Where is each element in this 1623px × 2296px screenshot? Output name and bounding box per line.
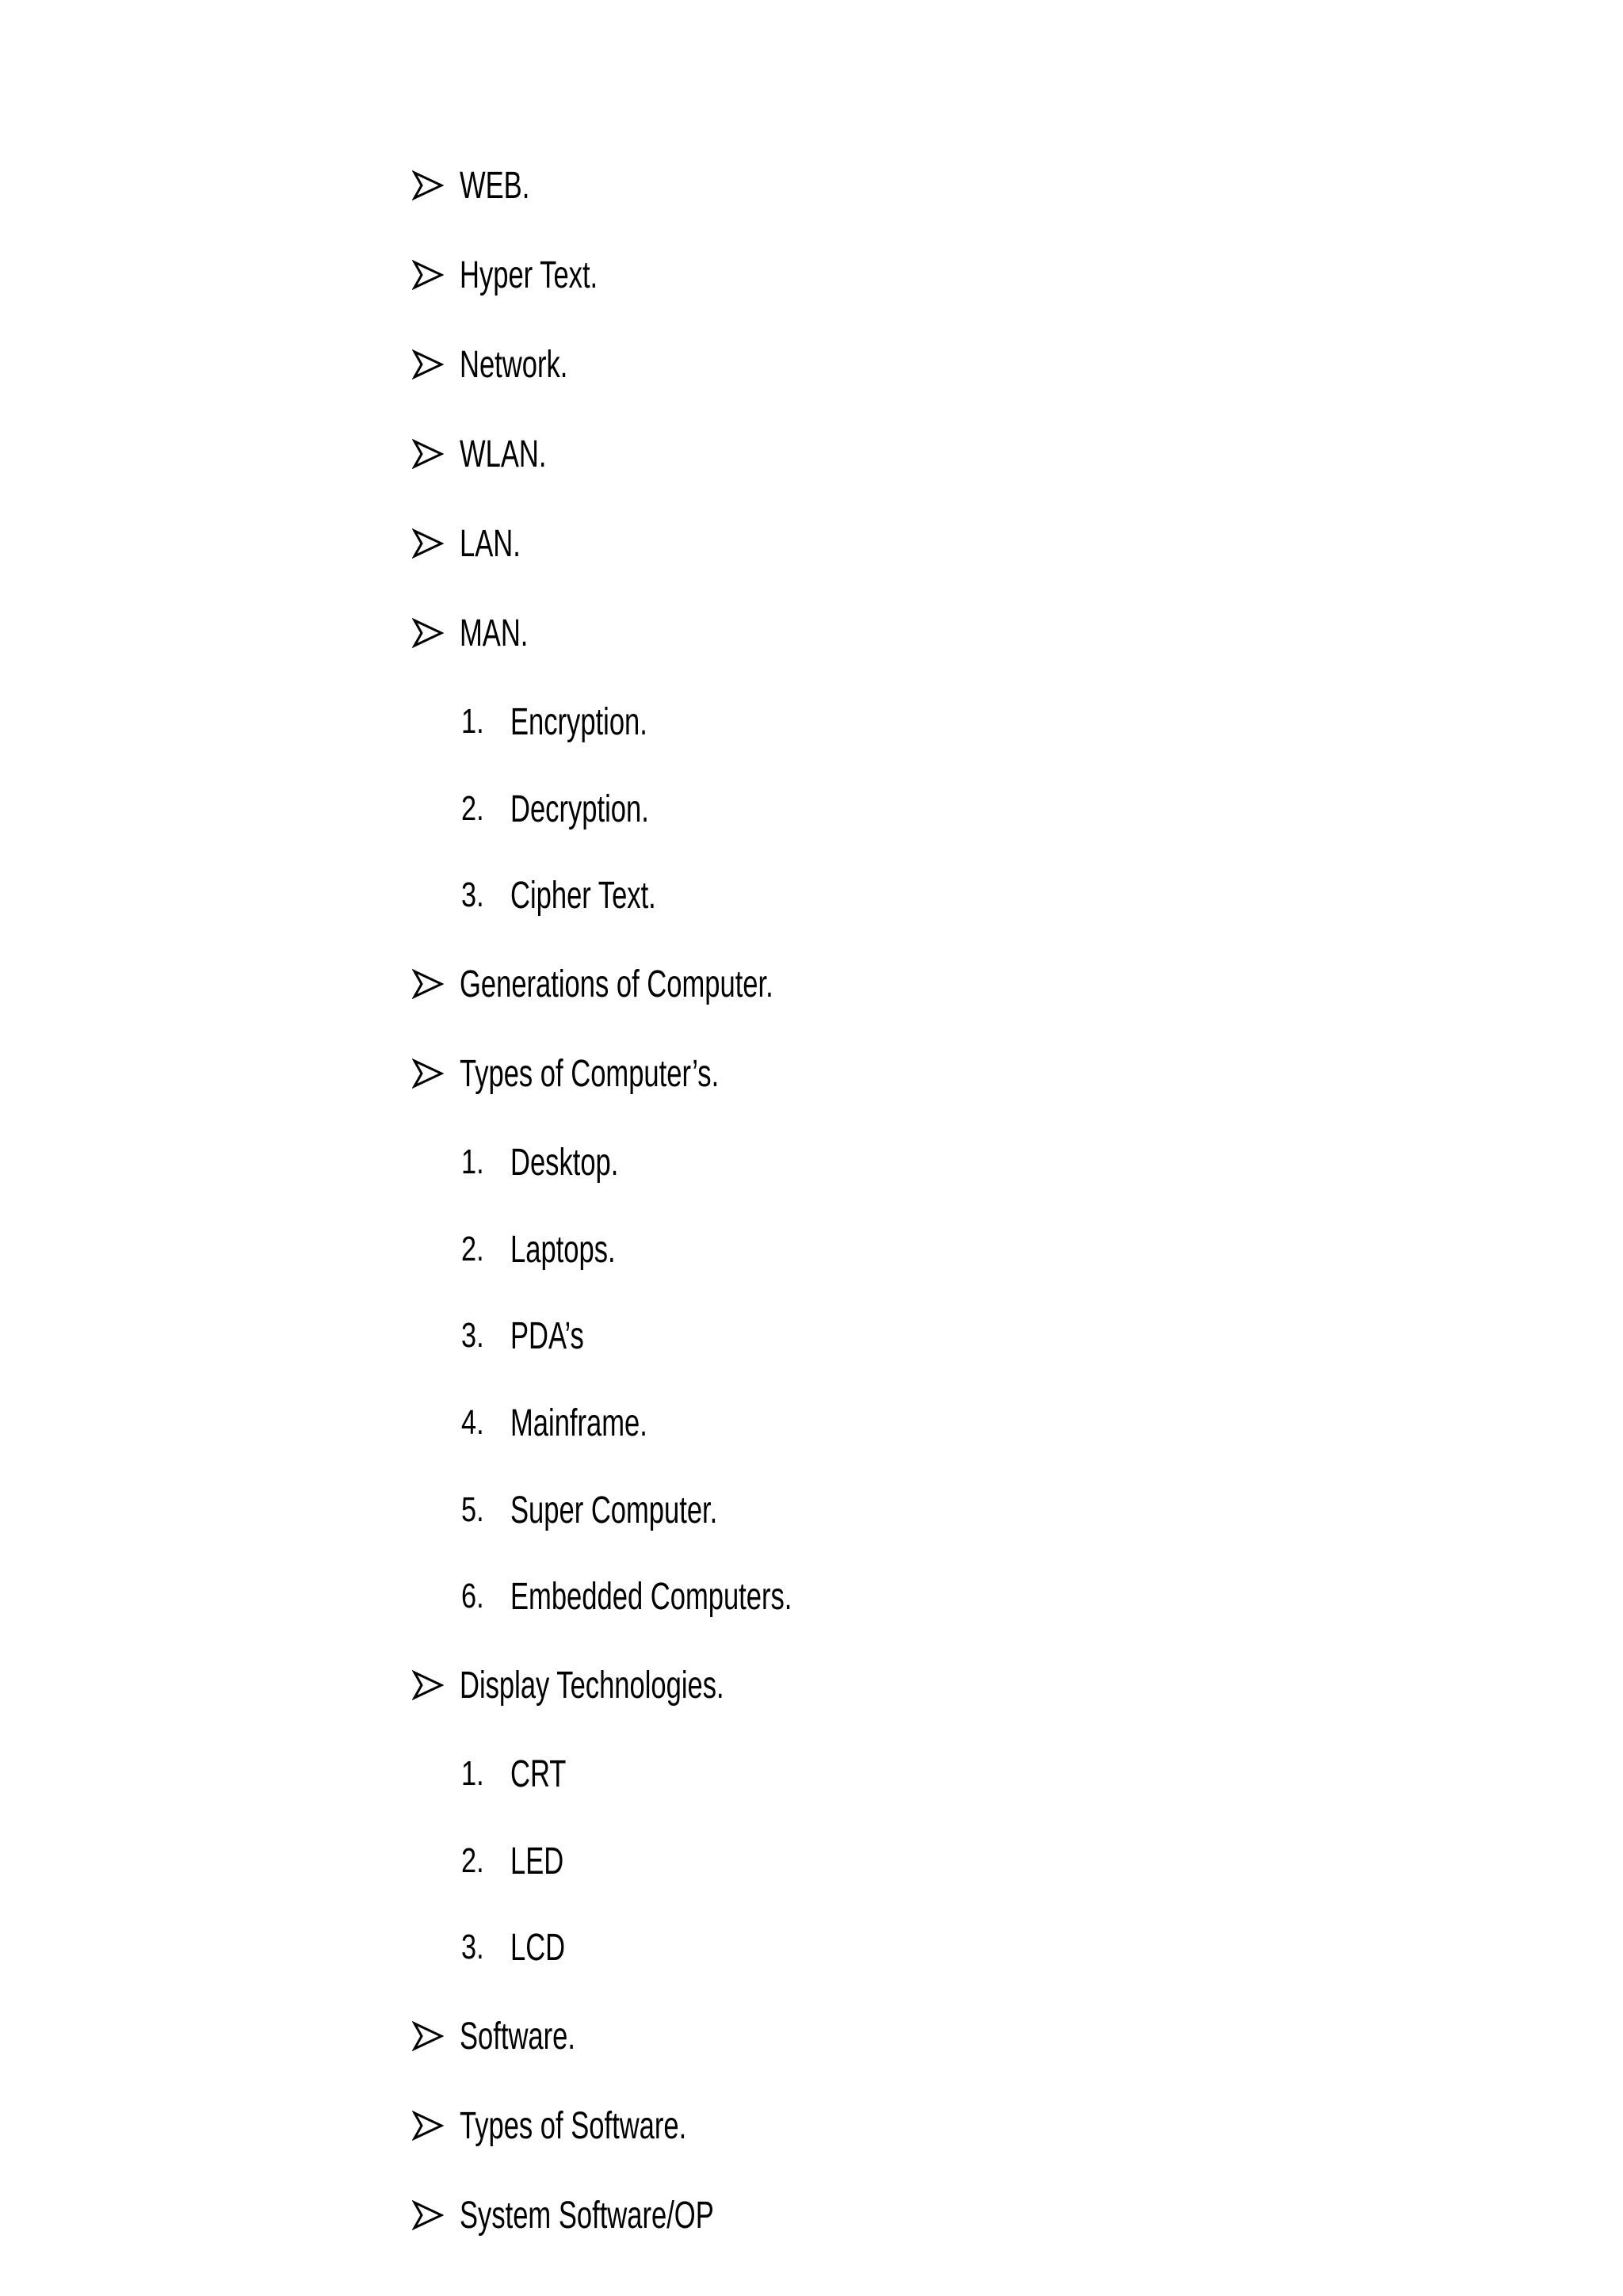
item-number: 4.	[461, 1403, 484, 1442]
bullet-item	[412, 2183, 812, 2247]
numbered-item	[461, 1304, 613, 1367]
numbered-item-text: CRT	[510, 1753, 567, 1795]
numbered-item	[461, 690, 701, 753]
item-number: 2.	[461, 1230, 484, 1268]
numbered-item	[461, 1916, 586, 1979]
arrowhead-bullet-icon	[412, 154, 460, 217]
item-number: 1.	[461, 702, 484, 741]
bullet-item-text: Hyper Text.	[460, 254, 598, 296]
bullet-item	[412, 2094, 775, 2157]
numbered-item	[461, 1742, 588, 1806]
numbered-item-text: Encryption.	[510, 700, 647, 743]
numbered-item-text: LED	[510, 1840, 564, 1882]
numbered-item	[461, 1218, 656, 1281]
bullet-item	[412, 601, 555, 665]
numbered-item	[461, 1478, 798, 1542]
numbered-item-text: Embedded Computers.	[510, 1575, 792, 1618]
arrowhead-bullet-icon	[412, 2004, 460, 2068]
bullet-item-text: MAN.	[460, 612, 529, 654]
bullet-item-text: Types of Computer’s.	[460, 1052, 720, 1095]
numbered-item-text: Super Computer.	[510, 1489, 718, 1531]
item-number: 1.	[461, 1754, 484, 1793]
bullet-item-text: LAN.	[460, 522, 521, 565]
item-number: 3.	[461, 1928, 484, 1966]
item-number: 6.	[461, 1577, 484, 1615]
numbered-item	[461, 1131, 660, 1194]
numbered-item	[461, 1829, 584, 1893]
arrowhead-bullet-icon	[412, 952, 460, 1016]
arrowhead-bullet-icon	[412, 1653, 460, 1717]
numbered-item	[461, 1391, 701, 1455]
bullet-item-text: Types of Software.	[460, 2104, 687, 2147]
bullet-item-text: Generations of Computer.	[460, 963, 773, 1005]
item-number: 2.	[461, 1841, 484, 1880]
item-number: 2.	[461, 789, 484, 828]
numbered-item-text: Mainframe.	[510, 1402, 647, 1444]
arrowhead-bullet-icon	[412, 2094, 460, 2157]
item-number: 5.	[461, 1490, 484, 1529]
bullet-item	[412, 512, 544, 575]
bullet-item-text: Network.	[460, 343, 568, 386]
bullet-item	[412, 333, 609, 396]
numbered-item	[461, 864, 712, 927]
arrowhead-bullet-icon	[412, 512, 460, 575]
bullet-item-text: Display Technologies.	[460, 1664, 724, 1707]
arrowhead-bullet-icon	[412, 243, 460, 307]
numbered-item-text: Decryption.	[510, 788, 649, 830]
numbered-item-text: Laptops.	[510, 1228, 616, 1271]
arrowhead-bullet-icon	[412, 422, 460, 486]
item-number: 3.	[461, 875, 484, 914]
arrowhead-bullet-icon	[412, 1042, 460, 1105]
bullet-item	[412, 243, 651, 307]
arrowhead-bullet-icon	[412, 601, 460, 665]
bullet-item	[412, 952, 896, 1016]
bullet-item	[412, 422, 580, 486]
numbered-item	[461, 777, 703, 841]
numbered-item	[461, 1565, 902, 1628]
bullet-item	[412, 1653, 827, 1717]
bullet-item-text: WEB.	[460, 164, 530, 207]
bullet-item-text: Software.	[460, 2015, 575, 2058]
arrowhead-bullet-icon	[412, 2183, 460, 2247]
numbered-item-text: PDA’s	[510, 1314, 584, 1357]
numbered-item-text: LCD	[510, 1926, 566, 1969]
bullet-item	[412, 1042, 819, 1105]
item-number: 1.	[461, 1142, 484, 1181]
bullet-item	[412, 154, 557, 217]
numbered-item-text: Cipher Text.	[510, 874, 656, 917]
arrowhead-bullet-icon	[412, 333, 460, 396]
bullet-item	[412, 2004, 621, 2068]
bullet-item-text: System Software/OP	[460, 2194, 714, 2237]
numbered-item-text: Desktop.	[510, 1141, 619, 1184]
bullet-item-text: WLAN.	[460, 433, 547, 475]
item-number: 3.	[461, 1316, 484, 1355]
